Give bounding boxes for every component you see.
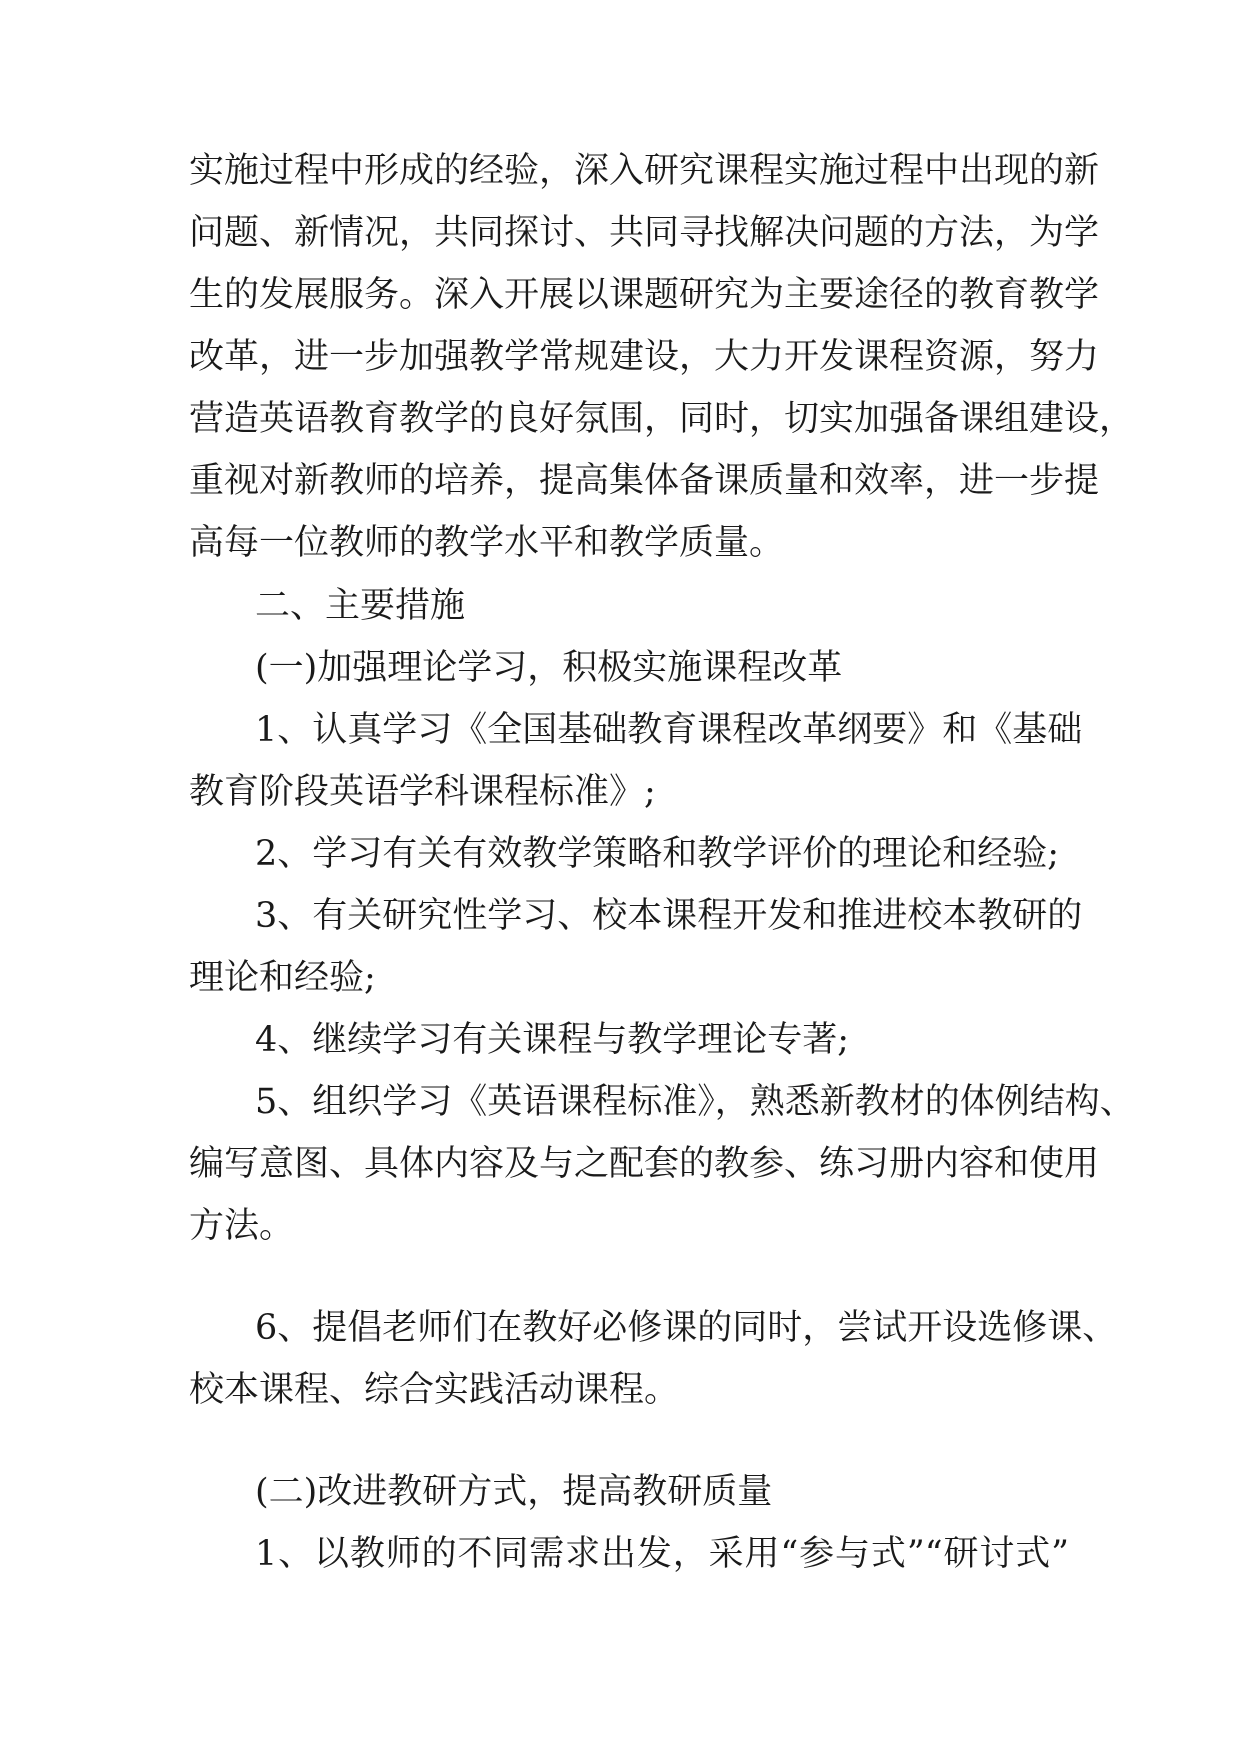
list-item: 2、学习有关有效教学策略和教学评价的理论和经验; [255,834,1060,874]
section-heading: 二、主要措施 [255,586,466,626]
body-line: 问题、新情况，共同探讨、共同寻找解决问题的方法，为学 [189,213,1100,253]
body-line: 重视对新教师的培养，提高集体备课质量和效率，进一步提 [189,461,1100,501]
body-line: 高每一位教师的教学水平和教学质量。 [189,523,785,563]
list-item-continuation: 校本课程、综合实践活动课程。 [189,1370,680,1410]
list-item-continuation: 教育阶段英语学科课程标准》; [189,772,656,812]
list-item-continuation: 理论和经验; [189,958,376,998]
list-item: 1、以教师的不同需求出发，采用“参与式”“研讨式” [255,1534,1069,1574]
body-line: 实施过程中形成的经验，深入研究课程实施过程中出现的新 [189,151,1100,191]
list-item: 3、有关研究性学习、校本课程开发和推进校本教研的 [255,896,1083,936]
body-line: 生的发展服务。深入开展以课题研究为主要途径的教育教学 [189,275,1100,315]
list-item-continuation: 方法。 [189,1206,295,1246]
list-item: 6、提倡老师们在教好必修课的同时，尝试开设选修课、 [255,1308,1118,1348]
subsection-heading: (一)加强理论学习，积极实施课程改革 [255,648,843,688]
list-item: 4、继续学习有关课程与教学理论专著; [255,1020,850,1060]
list-item: 5、组织学习《英语课程标准》，熟悉新教材的体例结构、 [255,1082,1135,1122]
body-line: 改革，进一步加强教学常规建设，大力开发课程资源，努力 [189,337,1100,377]
body-line: 营造英语教育教学的良好氛围，同时，切实加强备课组建设， [189,399,1135,439]
list-item-continuation: 编写意图、具体内容及与之配套的教参、练习册内容和使用 [189,1144,1100,1184]
subsection-heading: (二)改进教研方式，提高教研质量 [255,1472,773,1512]
list-item: 1、认真学习《全国基础教育课程改革纲要》和《基础 [255,710,1083,750]
